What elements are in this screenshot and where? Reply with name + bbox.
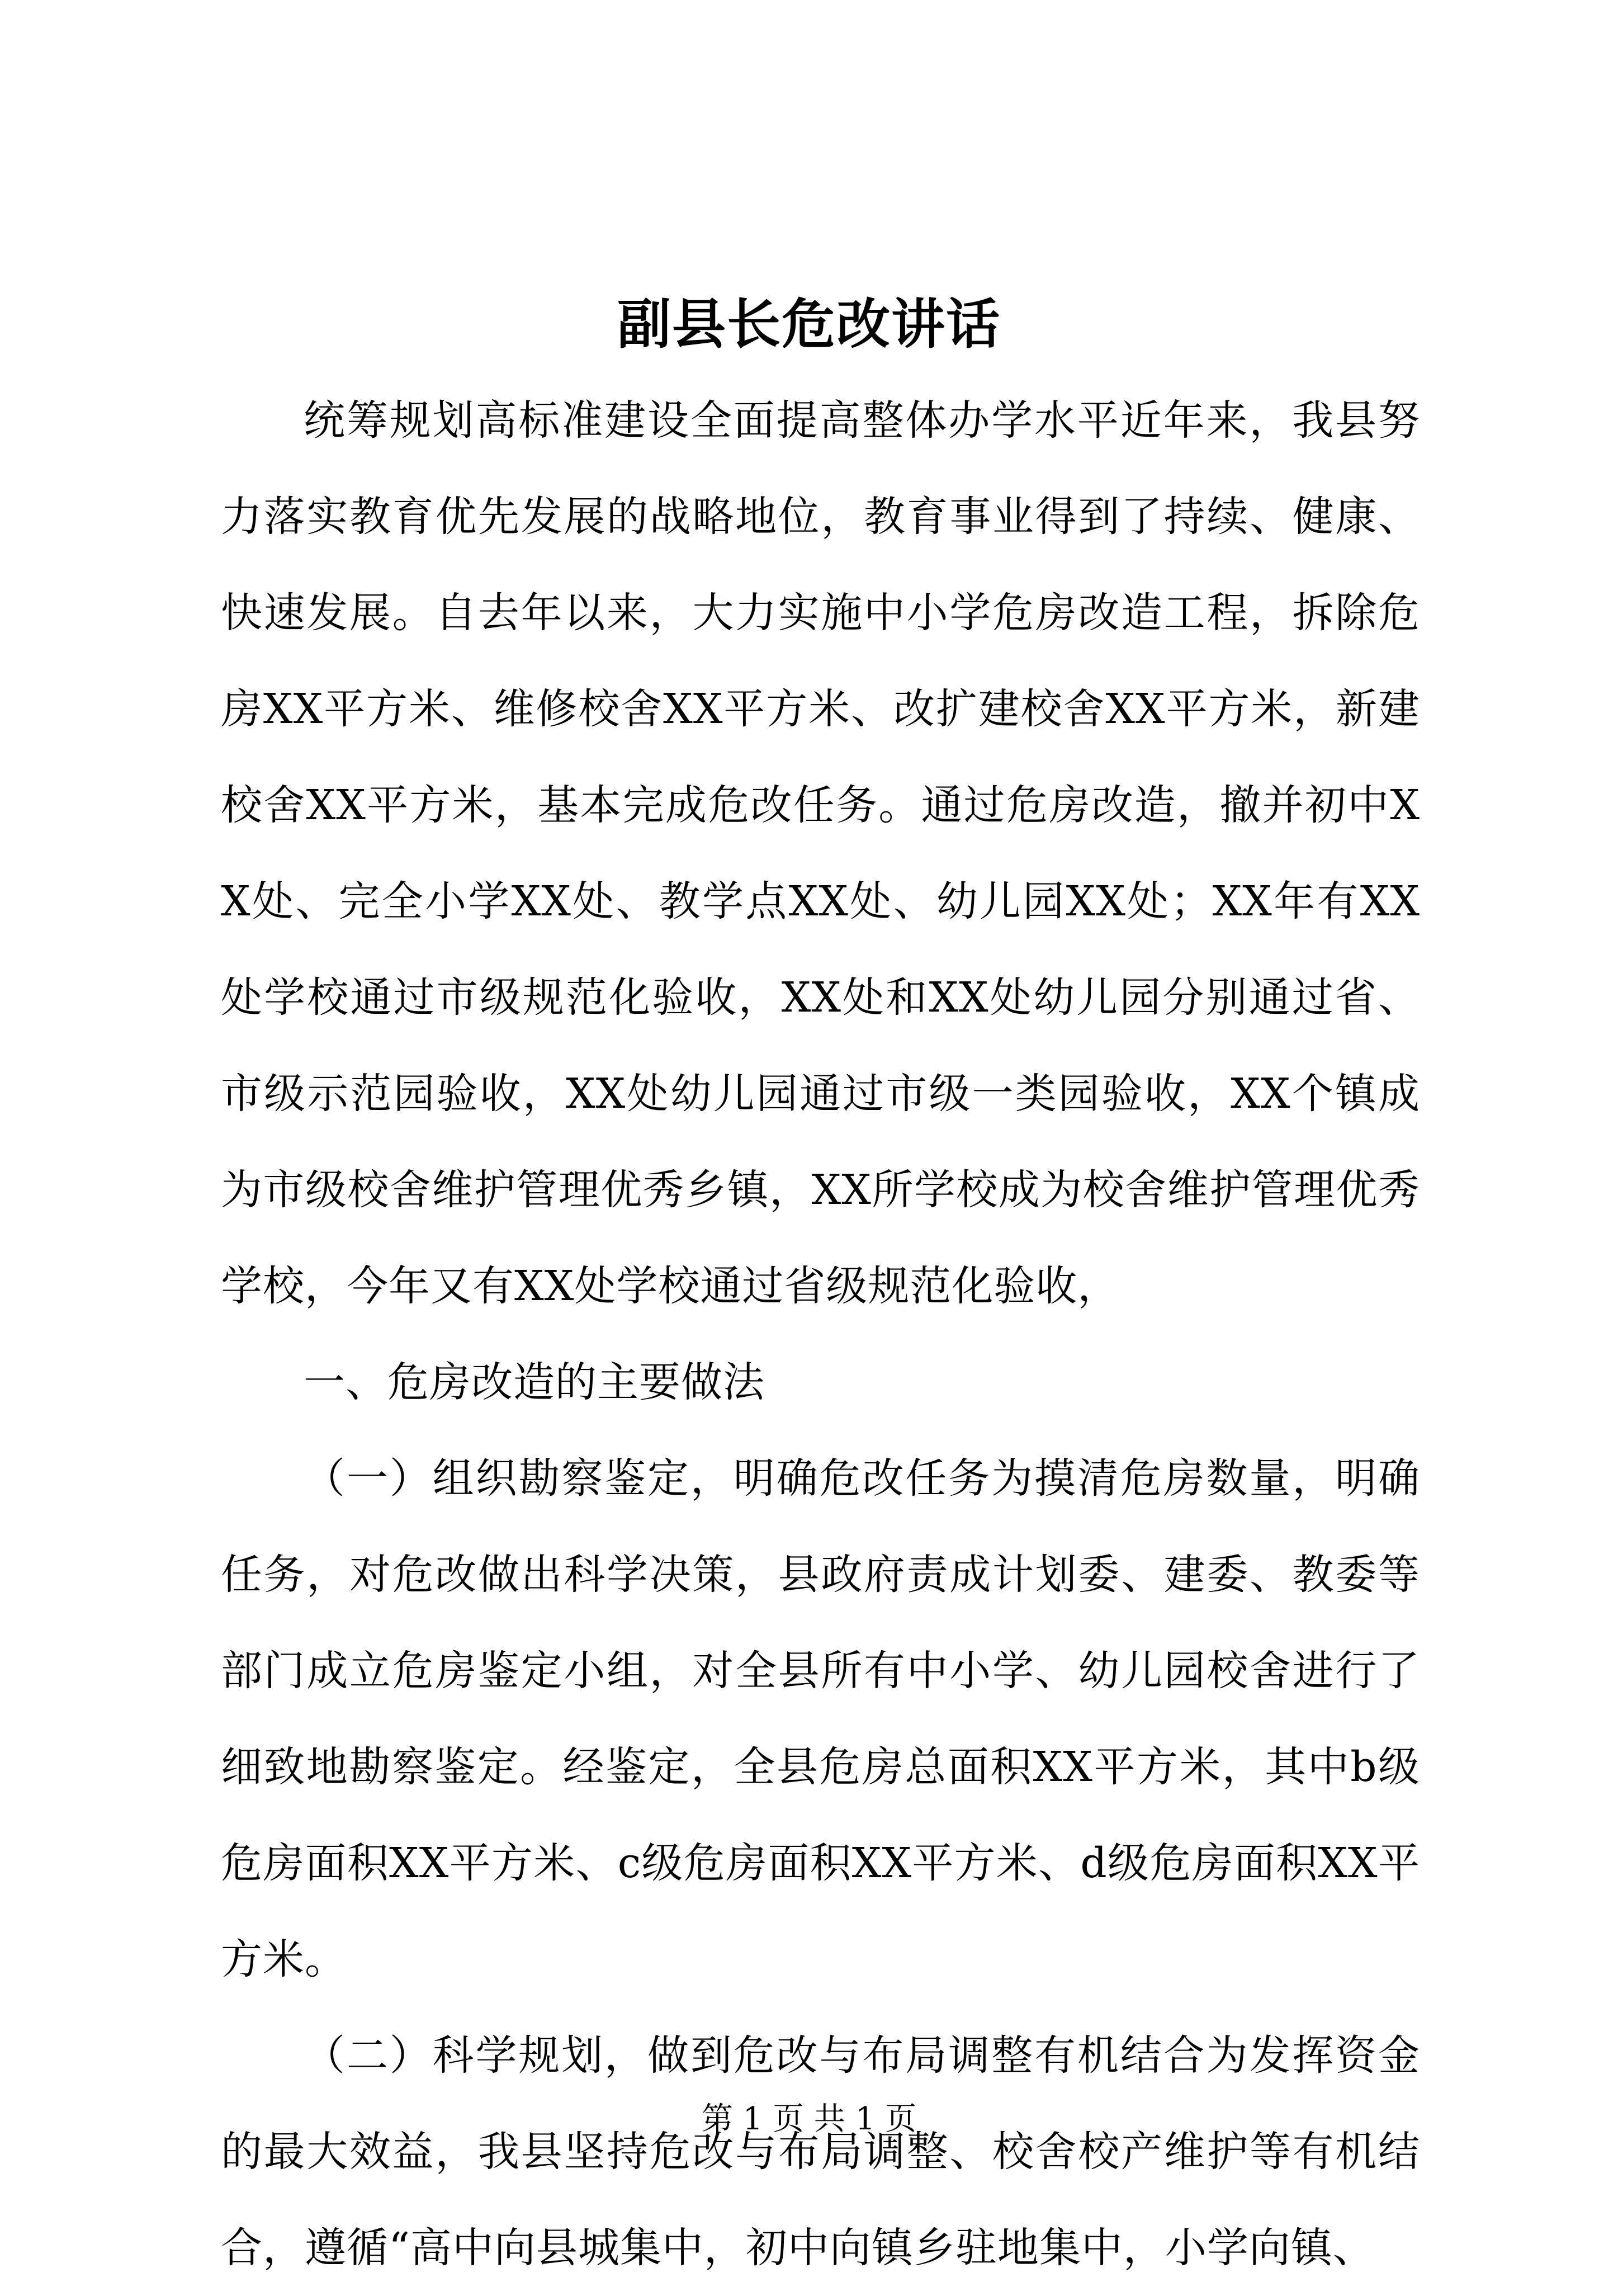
document-title: 副县长危改讲话 xyxy=(617,292,1001,356)
section-heading-1: 一、危房改造的主要做法 xyxy=(304,1358,765,1406)
paragraph-intro: 统筹规划高标准建设全面提高整体办学水平近年来，我县努力落实教育优先发展的战略地位，教育事业得到了持续、健康、快速发展。自去年以来，大力实施中小学危房改造工程，拆除危房XX平方米、维修校舍XX平方米、改扩建校舍XX平方米，新建校舍XX平方米，基本完成危改任务。通过危房改造，撤并初中XX处、完全小学XX处、教学点XX处、幼儿园XX处；XX年有XX处学校通过市级规范化验收，XX处和XX处幼儿园分别通过省、市级示范园验收，XX处幼儿园通过市级一类园验收，XX个镇成为市级校舍维护管理优秀乡镇，XX所学校成为校舍维护管理优秀学校，今年又有XX处学校通过省级规范化验收， xyxy=(221,396,1420,1310)
page-number-footer: 第 1 页 共 1 页 xyxy=(701,2101,917,2137)
document-body xyxy=(221,372,1420,2296)
paragraph-subsection-2: （二）科学规划，做到危改与布局调整有机结合为发挥资金的最大效益，我县坚持危改与布局调整、校舍校产维护等有机结合，遵循“高中向县城集中，初中向镇乡驻地集中，小学向镇、 xyxy=(221,2032,1420,2272)
paragraph-subsection-1: （一）组织勘察鉴定，明确危改任务为摸清危房数量，明确任务，对危改做出科学决策，县政府责成计划委、建委、教委等部门成立危房鉴定小组，对全县所有中小学、幼儿园校舍进行了细致地勘察鉴定。经鉴定，全县危房总面积XX平方米，其中b级危房面积XX平方米、c级危房面积XX平方米、d级危房面积XX平方米。 xyxy=(221,1454,1420,1983)
